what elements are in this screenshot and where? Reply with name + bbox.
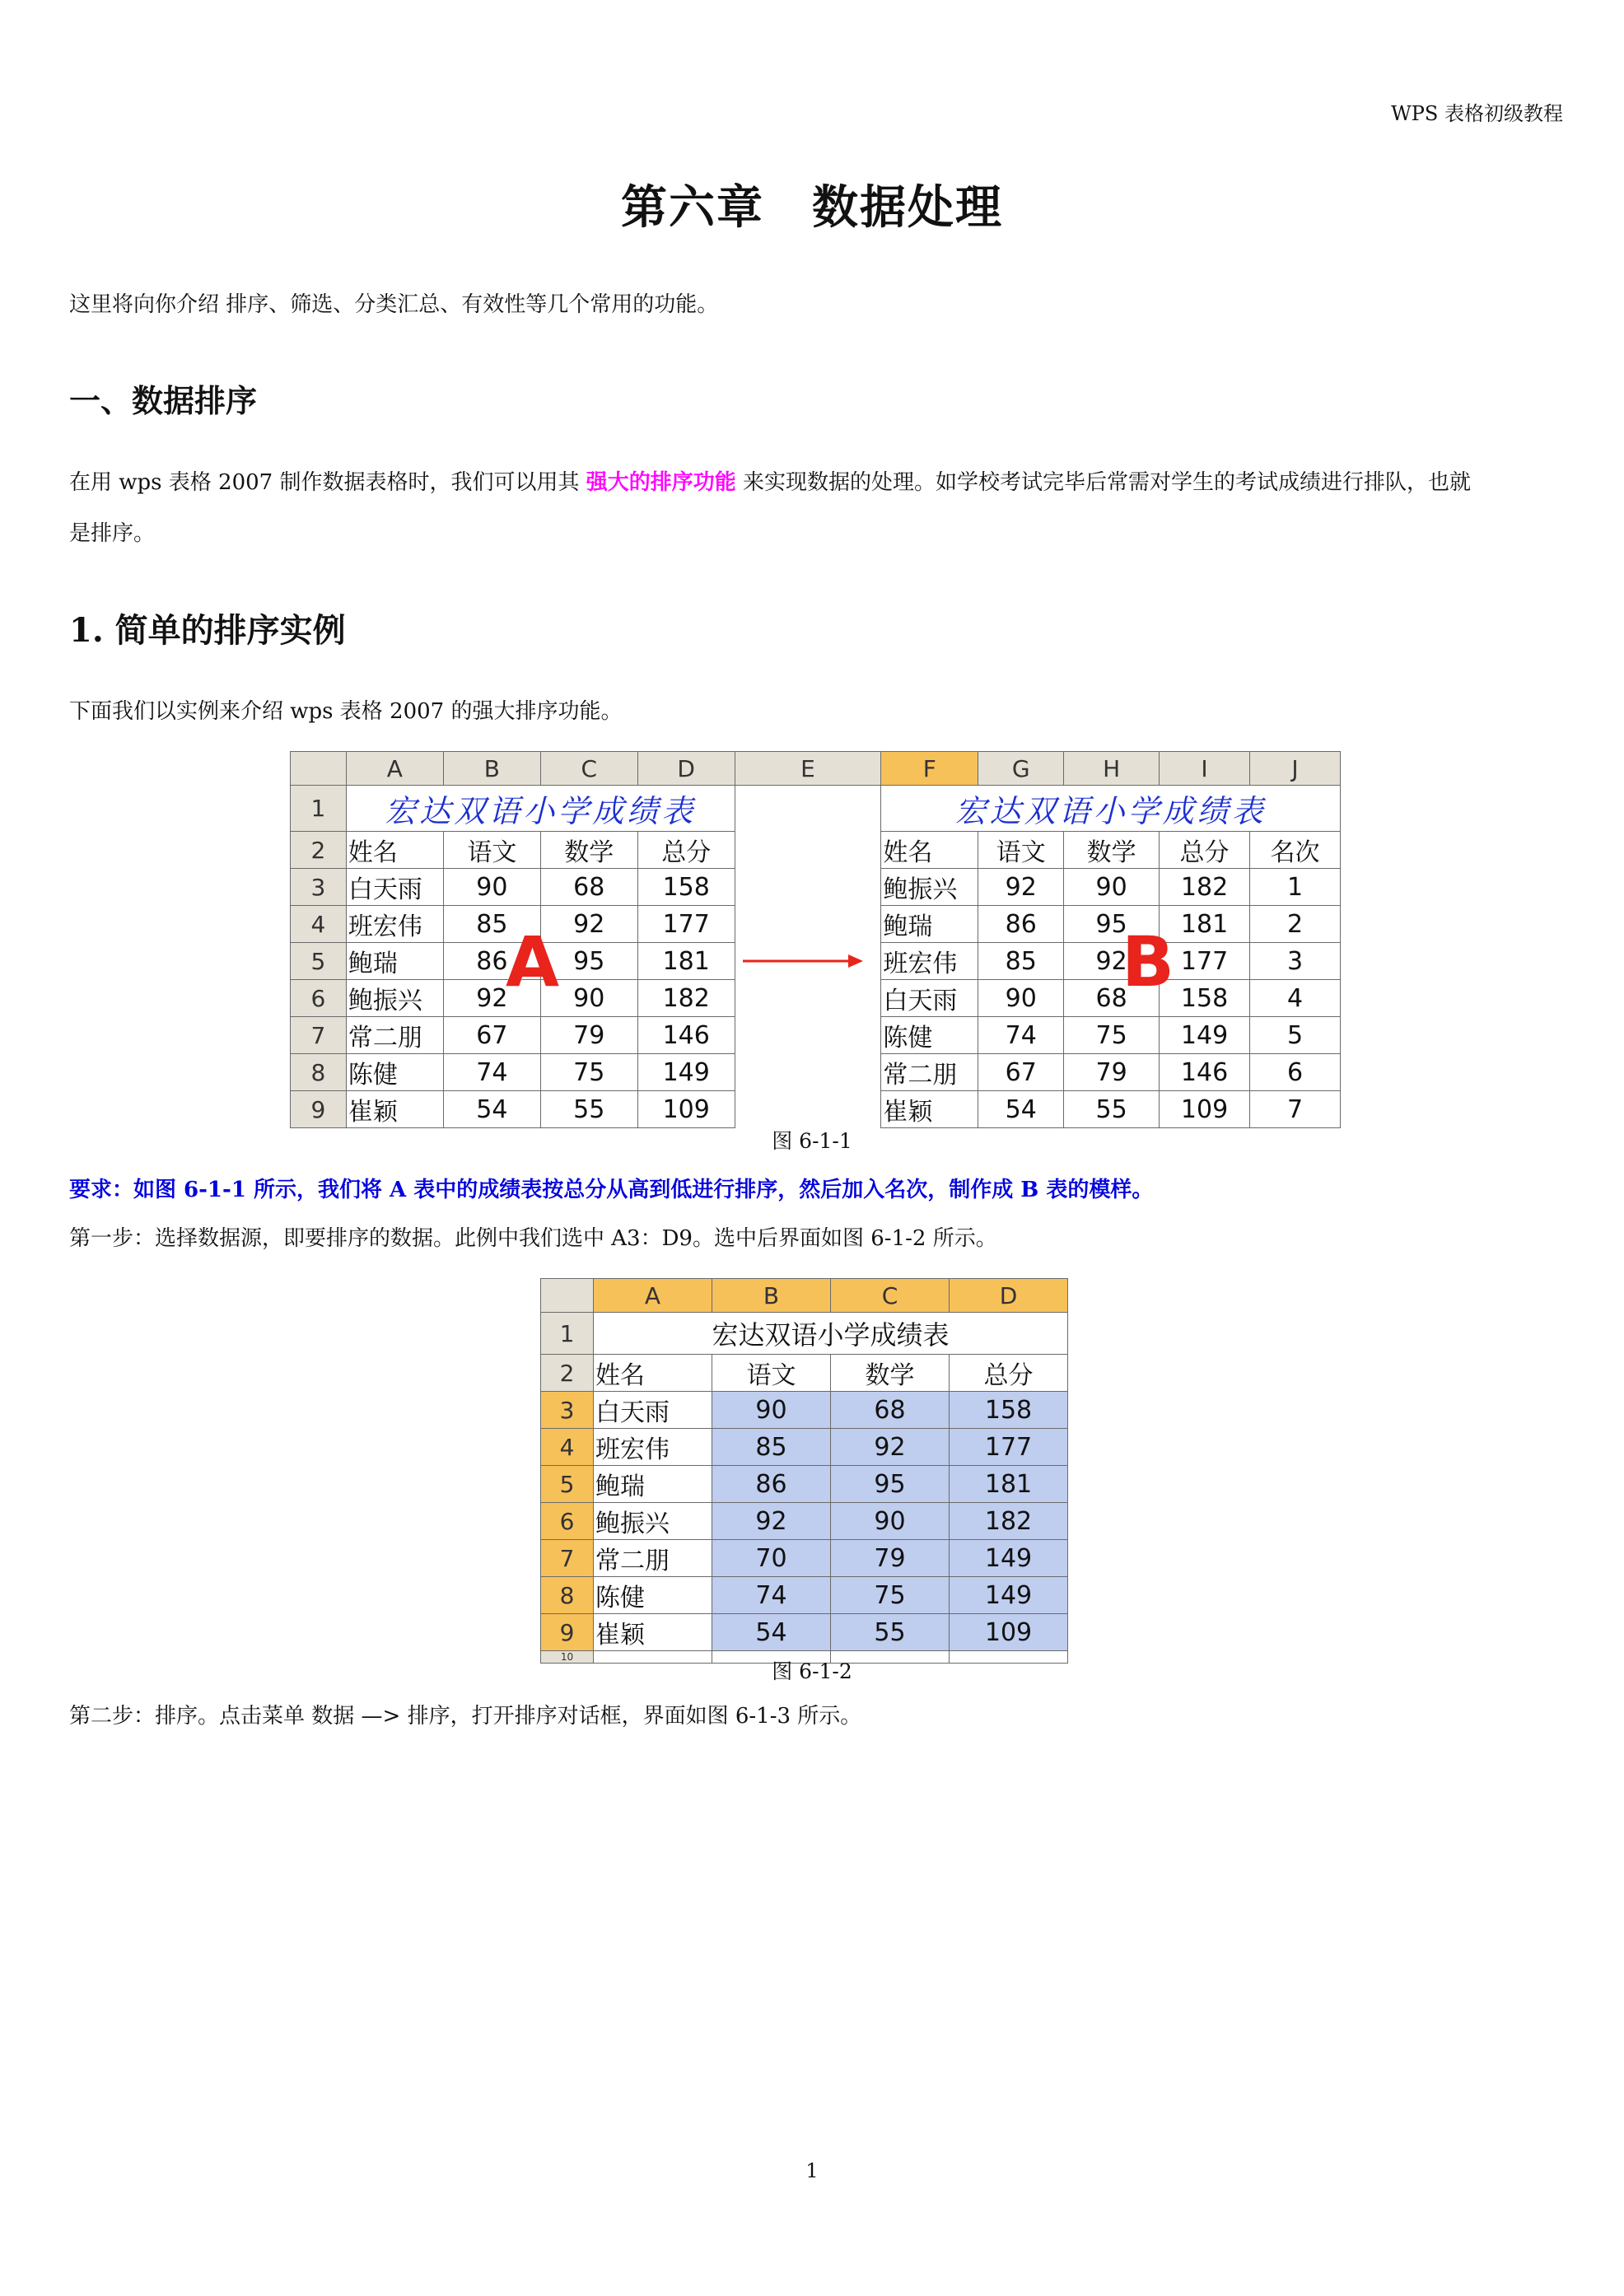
table-a-cell: 54 [443, 1091, 540, 1128]
table-b-cell: 鲍瑞 [881, 906, 978, 943]
selected-cell: 68 [831, 1392, 950, 1429]
selected-cell: 181 [950, 1466, 1068, 1503]
table-b-cell: 109 [1160, 1091, 1250, 1128]
selected-cell: 158 [950, 1392, 1068, 1429]
table-b-header: 语文 [978, 832, 1064, 869]
gap-cell [735, 906, 881, 943]
row-header-selected: 9 [541, 1614, 594, 1651]
table-row [291, 906, 1341, 943]
table-b-cell: 6 [1250, 1054, 1341, 1091]
table-a-cell: 班宏伟 [346, 906, 443, 943]
table-title: 宏达双语小学成绩表 [594, 1313, 1068, 1355]
table-b-cell: 5 [1250, 1017, 1341, 1054]
selected-cell: 班宏伟 [594, 1429, 712, 1466]
row-header: 6 [291, 980, 347, 1017]
table-a-title: 宏达双语小学成绩表 [346, 786, 735, 832]
table-b-cell: 67 [978, 1054, 1064, 1091]
corner-cell [541, 1279, 594, 1313]
table-b-cell: 崔颖 [881, 1091, 978, 1128]
table-b-title: 宏达双语小学成绩表 [881, 786, 1341, 832]
table-b-cell: 常二朋 [881, 1054, 978, 1091]
header-row [291, 832, 1341, 869]
selected-cell: 85 [712, 1429, 831, 1466]
table-b-cell: 1 [1250, 869, 1341, 906]
table-b-header: 数学 [1064, 832, 1160, 869]
table-header: 总分 [950, 1355, 1068, 1392]
table-b-cell: 班宏伟 [881, 943, 978, 980]
table-a-cell: 158 [637, 869, 735, 906]
table-a-cell: 67 [443, 1017, 540, 1054]
table-row [291, 869, 1341, 906]
highlight-sort-feature: 强大的排序功能 [586, 470, 736, 495]
row-header: 4 [291, 906, 347, 943]
row-header-selected: 8 [541, 1577, 594, 1614]
paragraph-text-start: 在用 wps 表格 2007 制作数据表格时，我们可以用其 [69, 470, 580, 495]
col-header: A [346, 752, 443, 786]
table-b-cell: 75 [1064, 1017, 1160, 1054]
table-a-cell: 149 [637, 1054, 735, 1091]
table-a-cell: 白天雨 [346, 869, 443, 906]
table-a-cell: 181 [637, 943, 735, 980]
table-a-cell: 85 [443, 906, 540, 943]
table-b-cell: 55 [1064, 1091, 1160, 1128]
table-b-cell: 陈健 [881, 1017, 978, 1054]
selected-cell: 109 [950, 1614, 1068, 1651]
table-a-cell: 陈健 [346, 1054, 443, 1091]
requirement-text: 要求：如图 6-1-1 所示，我们将 A 表中的成绩表按总分从高到低进行排序，然后加入名次，制作成 B 表的模样。 [69, 1178, 1154, 1202]
selected-cell: 149 [950, 1577, 1068, 1614]
table-b-cell: 白天雨 [881, 980, 978, 1017]
table-a-cell: 崔颖 [346, 1091, 443, 1128]
right-arrow-icon [741, 949, 865, 973]
table-a-header: 语文 [443, 832, 540, 869]
gap-cell [735, 869, 881, 906]
table-a-cell: 90 [540, 980, 637, 1017]
subsection-paragraph: 下面我们以实例来介绍 wps 表格 2007 的强大排序功能。 [69, 699, 623, 724]
gap-cell [735, 1017, 881, 1054]
table-b-cell: 146 [1160, 1054, 1250, 1091]
col-header: D [637, 752, 735, 786]
table-b-cell: 54 [978, 1091, 1064, 1128]
table-b-cell: 68 [1064, 980, 1160, 1017]
row-header: 10 [541, 1651, 594, 1664]
col-header: I [1160, 752, 1250, 786]
section-paragraph-line2: 是排序。 [69, 521, 156, 546]
table-b-cell: 158 [1160, 980, 1250, 1017]
table-a-cell: 92 [540, 906, 637, 943]
table-a-cell: 常二朋 [346, 1017, 443, 1054]
col-header-selected: A [594, 1279, 712, 1313]
col-header: E [735, 752, 881, 786]
table-header: 语文 [712, 1355, 831, 1392]
col-header-selected: B [712, 1279, 831, 1313]
table-a-cell: 146 [637, 1017, 735, 1054]
table-b-cell: 149 [1160, 1017, 1250, 1054]
table-a-cell: 74 [443, 1054, 540, 1091]
selected-cell: 54 [712, 1614, 831, 1651]
row-header: 9 [291, 1091, 347, 1128]
table-row [541, 1429, 1068, 1466]
step1-text: 第一步：选择数据源，即要排序的数据。此例中我们选中 A3：D9。选中后界面如图 6-1-2 所示。 [69, 1226, 997, 1251]
col-header-selected: D [950, 1279, 1068, 1313]
row-header: 3 [291, 869, 347, 906]
selected-cell: 常二朋 [594, 1540, 712, 1577]
selected-cell: 79 [831, 1540, 950, 1577]
selected-cell: 92 [712, 1503, 831, 1540]
col-header: B [443, 752, 540, 786]
table-a-cell: 92 [443, 980, 540, 1017]
section-heading-sorting: 一、数据排序 [69, 382, 258, 419]
table-b-cell: 181 [1160, 906, 1250, 943]
section-paragraph [69, 469, 1560, 496]
table-b-cell: 90 [1064, 869, 1160, 906]
table-row [541, 1540, 1068, 1577]
selected-cell: 白天雨 [594, 1392, 712, 1429]
table-b-cell: 74 [978, 1017, 1064, 1054]
figure-6-1-1 [290, 751, 1341, 1127]
table-b-cell: 7 [1250, 1091, 1341, 1128]
row-header: 1 [541, 1313, 594, 1355]
selected-cell: 陈健 [594, 1577, 712, 1614]
table-row [291, 980, 1341, 1017]
spreadsheet-fig1 [290, 751, 1341, 1128]
col-header: G [978, 752, 1064, 786]
gap-cell [735, 1054, 881, 1091]
corner-cell [291, 752, 347, 786]
table-row [291, 1017, 1341, 1054]
running-header: WPS 表格初级教程 [1391, 102, 1563, 125]
table-a-cell: 鲍振兴 [346, 980, 443, 1017]
selected-cell: 182 [950, 1503, 1068, 1540]
title-row [291, 786, 1341, 832]
table-b-cell: 79 [1064, 1054, 1160, 1091]
table-row [541, 1503, 1068, 1540]
table-a-header: 姓名 [346, 832, 443, 869]
label-b: B [1122, 922, 1175, 1002]
table-a-header: 数学 [540, 832, 637, 869]
table-b-cell: 86 [978, 906, 1064, 943]
gap-cell [735, 832, 881, 869]
table-b-header: 姓名 [881, 832, 978, 869]
table-row [541, 1577, 1068, 1614]
chapter-title: 第六章 数据处理 [621, 180, 1003, 235]
table-a-cell: 75 [540, 1054, 637, 1091]
table-b-cell: 90 [978, 980, 1064, 1017]
table-b-cell: 85 [978, 943, 1064, 980]
table-b-cell: 182 [1160, 869, 1250, 906]
paragraph-text-end: 来实现数据的处理。如学校考试完毕后常需对学生的考试成绩进行排队，也就 [743, 470, 1472, 495]
subsection-heading: 1. 简单的排序实例 [69, 611, 346, 650]
table-b-header: 名次 [1250, 832, 1341, 869]
table-a-cell: 55 [540, 1091, 637, 1128]
column-header-row [541, 1279, 1068, 1313]
row-header-selected: 6 [541, 1503, 594, 1540]
table-a-cell: 79 [540, 1017, 637, 1054]
row-header: 1 [291, 786, 347, 832]
table-header: 姓名 [594, 1355, 712, 1392]
header-row [541, 1355, 1068, 1392]
row-header: 8 [291, 1054, 347, 1091]
figure-6-1-2 [540, 1278, 1087, 1663]
table-a-cell: 182 [637, 980, 735, 1017]
table-a-cell: 鲍瑞 [346, 943, 443, 980]
selected-cell: 75 [831, 1577, 950, 1614]
title-row [541, 1313, 1068, 1355]
table-a-cell: 95 [540, 943, 637, 980]
selected-cell: 90 [712, 1392, 831, 1429]
table-row [541, 1614, 1068, 1651]
table-a-cell: 86 [443, 943, 540, 980]
selected-cell: 鲍瑞 [594, 1466, 712, 1503]
table-a-cell: 109 [637, 1091, 735, 1128]
table-b-cell: 177 [1160, 943, 1250, 980]
table-b-cell: 3 [1250, 943, 1341, 980]
gap-cell [735, 786, 881, 832]
selected-cell: 92 [831, 1429, 950, 1466]
selected-cell: 95 [831, 1466, 950, 1503]
table-header: 数学 [831, 1355, 950, 1392]
row-header: 5 [291, 943, 347, 980]
table-row [541, 1466, 1068, 1503]
selected-cell: 崔颖 [594, 1614, 712, 1651]
selected-cell: 90 [831, 1503, 950, 1540]
table-a-header: 总分 [637, 832, 735, 869]
selected-cell: 55 [831, 1614, 950, 1651]
col-header-selected: F [881, 752, 978, 786]
row-header: 7 [291, 1017, 347, 1054]
column-header-row [291, 752, 1341, 786]
table-b-cell: 4 [1250, 980, 1341, 1017]
table-b-cell: 2 [1250, 906, 1341, 943]
table-b-cell: 95 [1064, 906, 1160, 943]
col-header-selected: C [831, 1279, 950, 1313]
table-row [291, 1054, 1341, 1091]
table-a-cell: 177 [637, 906, 735, 943]
figure-caption-1: 图 6-1-1 [772, 1129, 852, 1153]
row-header-selected: 3 [541, 1392, 594, 1429]
table-a-cell: 68 [540, 869, 637, 906]
selected-cell: 149 [950, 1540, 1068, 1577]
figure-caption-2: 图 6-1-2 [772, 1659, 852, 1683]
table-row [541, 1392, 1068, 1429]
selected-cell: 86 [712, 1466, 831, 1503]
selected-cell: 74 [712, 1577, 831, 1614]
col-header: C [540, 752, 637, 786]
selected-cell: 鲍振兴 [594, 1503, 712, 1540]
table-b-cell: 92 [978, 869, 1064, 906]
spreadsheet-fig2 [540, 1278, 1068, 1664]
intro-paragraph: 这里将向你介绍 排序、筛选、分类汇总、有效性等几个常用的功能。 [69, 292, 719, 317]
table-b-cell: 92 [1064, 943, 1160, 980]
row-header: 2 [291, 832, 347, 869]
table-b-header: 总分 [1160, 832, 1250, 869]
label-a: A [506, 922, 560, 1002]
row-header-selected: 7 [541, 1540, 594, 1577]
step2-text: 第二步：排序。点击菜单 数据 —> 排序，打开排序对话框，界面如图 6-1-3 所示。 [69, 1704, 862, 1729]
selected-cell: 70 [712, 1540, 831, 1577]
row-header-selected: 5 [541, 1466, 594, 1503]
row-header-selected: 4 [541, 1429, 594, 1466]
page-number: 1 [805, 2159, 819, 2182]
col-header: H [1064, 752, 1160, 786]
selected-cell: 177 [950, 1429, 1068, 1466]
table-row [291, 1091, 1341, 1128]
row-header: 2 [541, 1355, 594, 1392]
gap-cell [735, 1091, 881, 1128]
gap-cell [735, 980, 881, 1017]
table-a-cell: 90 [443, 869, 540, 906]
table-b-cell: 鲍振兴 [881, 869, 978, 906]
col-header: J [1250, 752, 1341, 786]
